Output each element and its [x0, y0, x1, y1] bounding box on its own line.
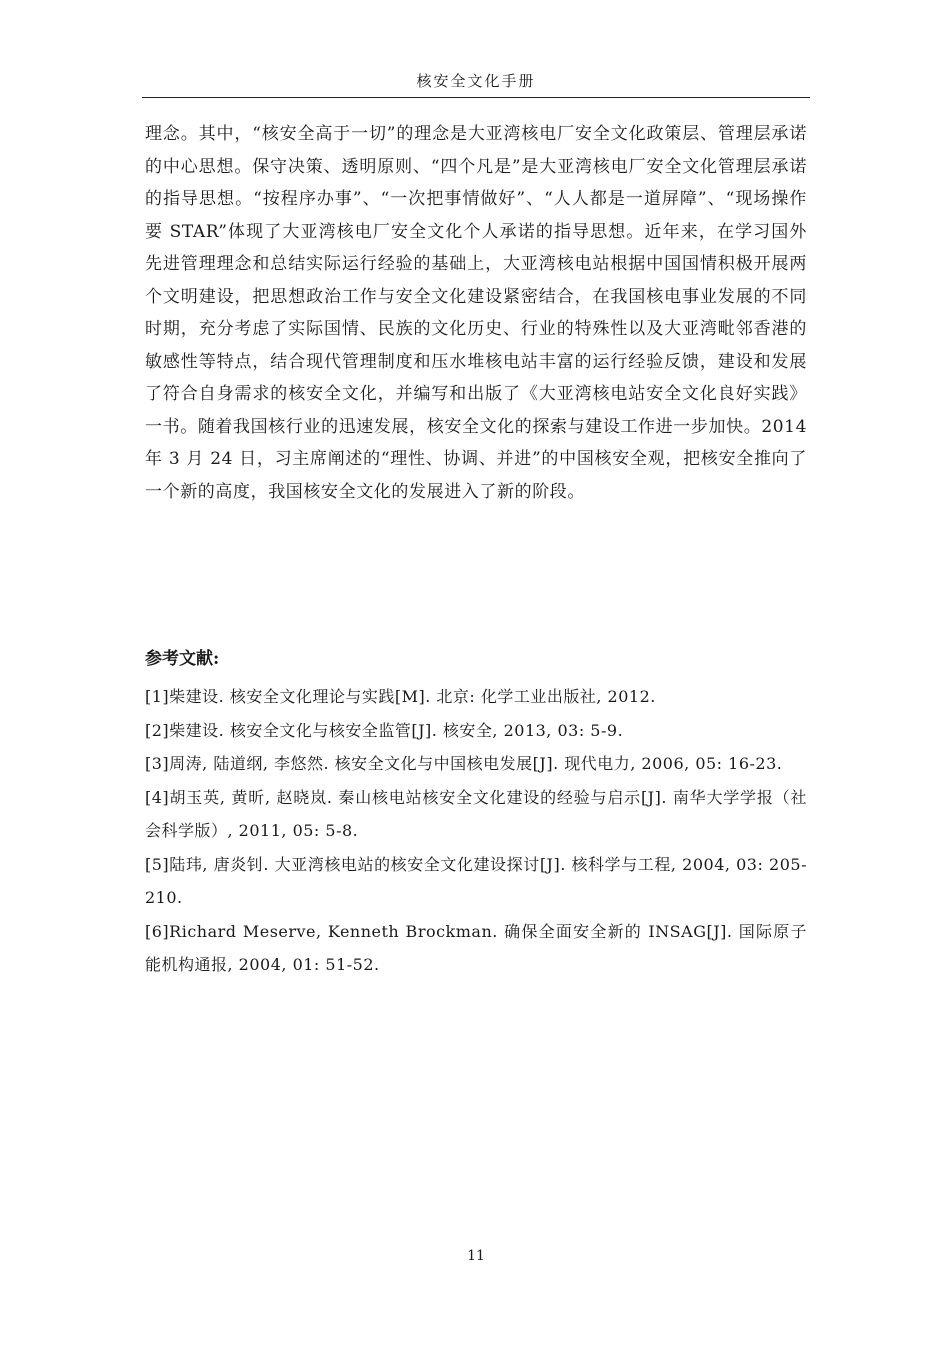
- reference-item: [6]Richard Meserve, Kenneth Brockman. 确保全面安全新的 INSAG[J]. 国际原子能机构通报, 2004, 01: 51-52.: [145, 921, 807, 974]
- reference-item: [1]柴建设. 核安全文化理论与实践[M]. 北京: 化学工业出版社, 2012.: [145, 687, 656, 706]
- page-header: [142, 66, 810, 98]
- reference-item: [4]胡玉英, 黄昕, 赵晓岚. 秦山核电站核安全文化建设的经验与启示[J]. 南华大学学报（社会科学版）, 2011, 05: 5-8.: [145, 787, 807, 840]
- page-number: 11: [467, 1248, 485, 1264]
- references-heading: 参考文献:: [145, 649, 220, 669]
- reference-item: [3]周涛, 陆道纲, 李悠然. 核安全文化与中国核电发展[J]. 现代电力, 2006, 05: 16-23.: [145, 754, 783, 773]
- references-list: [145, 680, 807, 982]
- reference-item: [5]陆玮, 唐炎钊. 大亚湾核电站的核安全文化建设探讨[J]. 核科学与工程, 2004, 03: 205-210.: [145, 854, 807, 907]
- reference-item: [2]柴建设. 核安全文化与核安全监管[J]. 核安全, 2013, 03: 5-9.: [145, 720, 624, 740]
- document-title: 核安全文化手册: [416, 72, 536, 90]
- body-paragraph: 理念。其中，“核安全高于一切”的理念是大亚湾核电厂安全文化政策层、管理层承诺的中心思想。保守决策、透明原则、“四个凡是”是大亚湾核电厂安全文化管理层承诺的指导思想。“按程序办事”、“一次把事情做好”、“人人都是一道屏障”、“现场操作要 STAR”体现了大亚湾核电厂安全文化个人承诺的指导思想。近年来，在学习国外先进管理理念和总结实际运行经验的基础上，大亚湾核电站根据中国国情积极开展两个文明建设，把思想政治工作与安全文化建设紧密结合，在我国核电事业发展的不同时期，充分考虑了实际国情、民族的文化历史、行业的特殊性以及大亚湾毗邻香港的敏感性等特点，结合现代管理制度和压水堆核电站丰富的运行经验反馈，建设和发展了符合自身需求的核安全文化，并编写和出版了《大亚湾核电站安全文化良好实践》一书。随着我国核行业的迅速发展，核安全文化的探索与建设工作进一步加快。2014 年 3 月 24 日，习主席阐述的“理性、协调、并进”的中国核安全观，把核安全推向了一个新的高度，我国核安全文化的发展进入了新的阶段。: [145, 124, 807, 502]
